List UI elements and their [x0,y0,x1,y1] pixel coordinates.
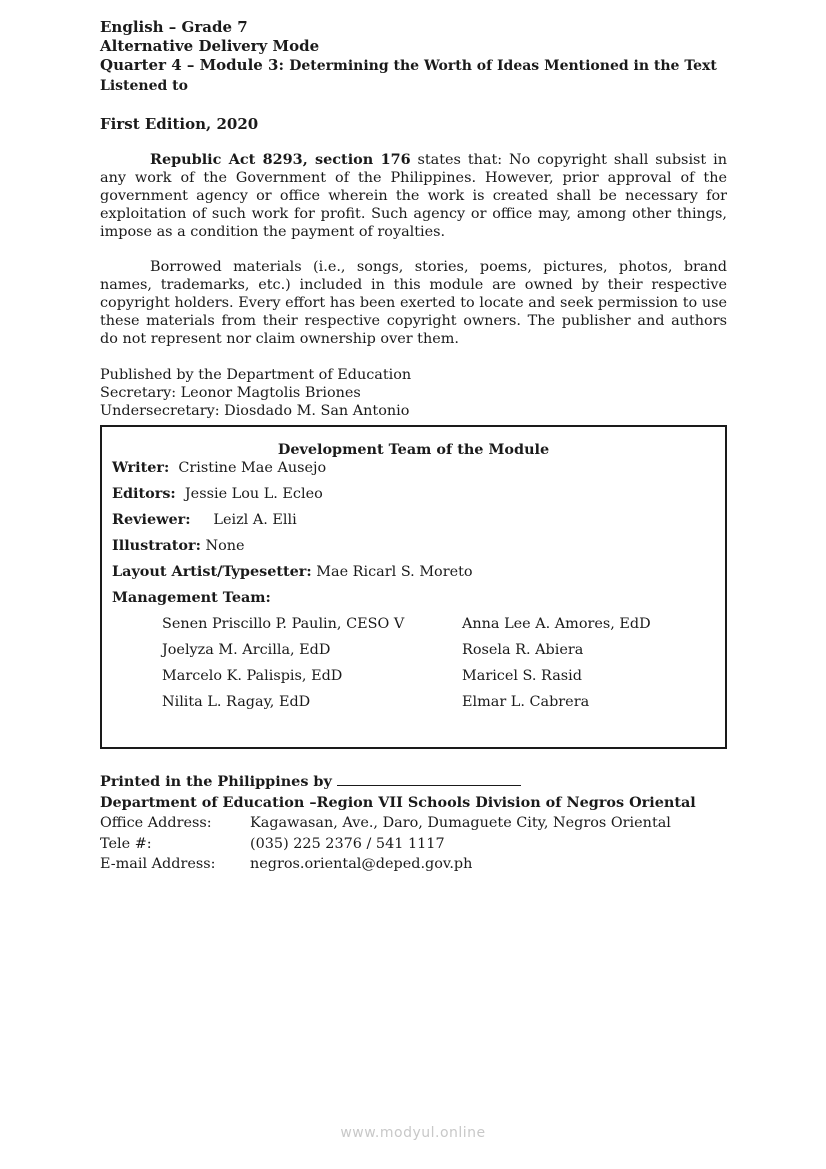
management-member: Anna Lee A. Amores, EdD [462,616,651,632]
management-member: Elmar L. Cabrera [462,694,590,710]
management-member: Nilita L. Ragay, EdD [162,694,311,710]
printer-blank-line [337,771,521,786]
printing-info [100,771,727,875]
illustrator-row [112,537,715,555]
email-label: E-mail Address: [100,856,216,872]
header-module-title: Determining the Worth of Ideas Mentioned in the Text Listened to [100,58,717,94]
management-member: Maricel S. Rasid [462,668,582,684]
office-address-label: Office Address: [100,815,212,831]
copyright-notice [100,151,727,241]
secretary: Secretary: Leonor Magtolis Briones [100,385,361,401]
layout-name: Mae Ricarl S. Moreto [316,564,473,580]
header-quarter: Quarter 4 – Module 3: [100,56,290,74]
module-header [100,18,727,96]
edition: First Edition, 2020 [100,115,259,133]
illustrator-name: None [205,538,245,554]
email-row [100,854,727,875]
telephone-row [100,834,727,855]
publisher-info [100,366,727,420]
site-watermark: www.modyul.online [340,1125,486,1141]
telephone-number: (035) 225 2376 / 541 1117 [250,835,445,852]
writer-row [112,459,715,477]
layout-artist-row [112,563,715,581]
management-member: Joelyza M. Arcilla, EdD [162,642,331,658]
development-team-box [100,425,727,749]
management-member: Rosela R. Abiera [462,642,584,658]
editors-label: Editors: [112,485,176,502]
reviewer-label: Reviewer: [112,511,191,528]
law-text: states that: No copyright shall subsist in any work of the Government of the Philippines. However, prior approval of the government agency or office wherein the work is created shall be necessary for exploitation of such work for profit. Such agency or office may, among other things, impose as a condition the payment of royalties. [100,152,727,240]
header-subject: English – Grade 7 [100,18,248,36]
undersecretary: Undersecretary: Diosdado M. San Antonio [100,403,410,419]
writer-name: Cristine Mae Ausejo [178,460,327,476]
editors-row [112,485,715,503]
telephone-label: Tele #: [100,835,152,852]
printed-by-line [100,771,727,793]
printed-by-label: Printed in the Philippines by [100,773,332,790]
editors-name: Jessie Lou L. Ecleo [184,486,323,502]
office-address: Kagawasan, Ave., Daro, Dumaguete City, Negros Oriental [250,815,671,831]
illustrator-label: Illustrator: [112,537,201,554]
management-label: Management Team: [112,589,271,606]
document-page [100,18,727,875]
writer-label: Writer: [112,459,170,476]
division-name: Department of Education –Region VII Schools Division of Negros Oriental [100,793,696,811]
email-address: negros.oriental@deped.gov.ph [250,856,473,872]
team-title: Development Team of the Module [277,441,550,458]
office-address-row [100,813,727,834]
header-module [100,56,727,96]
published-by: Published by the Department of Education [100,367,412,383]
header-mode: Alternative Delivery Mode [100,37,320,55]
reviewer-row [112,511,715,529]
management-member: Marcelo K. Palispis, EdD [162,668,343,684]
layout-label: Layout Artist/Typesetter: [112,563,312,580]
reviewer-name: Leizl A. Elli [213,512,297,528]
management-team-list [162,615,715,711]
management-member: Senen Priscillo P. Paulin, CESO V [162,616,405,632]
law-reference: Republic Act 8293, section 176 [150,151,411,168]
borrowed-materials-notice: Borrowed materials (i.e., songs, stories, poems, pictures, photos, brand names, trademarks, etc.) included in this module are owned by their respective copyright holders. Every effort has been exerted to locate and seek permission to use these materials from their respective copyright owners. The publisher and authors do not represent nor claim ownership over them. [100,259,727,347]
